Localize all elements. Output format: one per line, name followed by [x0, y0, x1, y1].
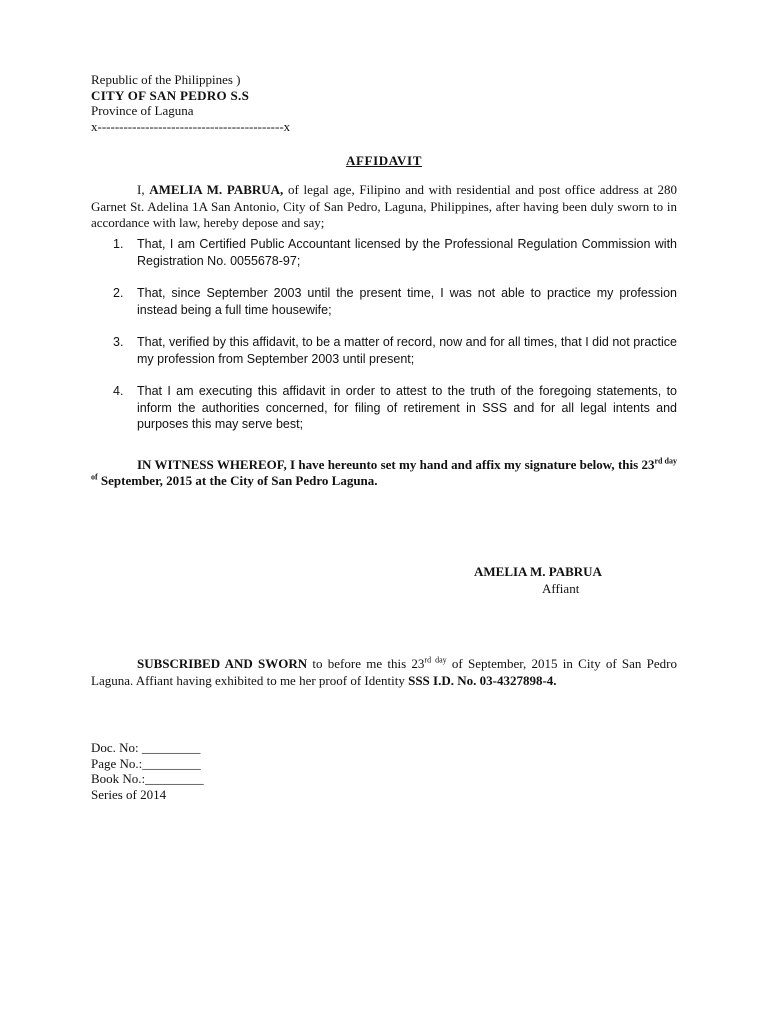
jurat-heading: SUBSCRIBED AND SWORN [137, 656, 308, 671]
header-republic: Republic of the Philippines ) [91, 72, 241, 87]
statement-list [109, 236, 677, 449]
statement-item [109, 334, 677, 367]
jurat-text-1: to before me this 23 [307, 656, 425, 671]
notary-page-no: Page No.:_________ [91, 755, 201, 771]
notary-series: Series of 2014 [91, 786, 167, 802]
statement-text: That, I am Certified Public Accountant licensed by the Professional Regulation Commission with Registration No. 0055678-97; [137, 237, 677, 268]
statement-item [109, 285, 677, 318]
notary-details [91, 740, 204, 802]
statement-item [109, 236, 677, 269]
witness-paragraph [91, 457, 677, 489]
signature-label: Affiant [542, 581, 580, 596]
jurat-id-number: SSS I.D. No. 03-4327898-4. [408, 673, 557, 688]
witness-ordinal: rd day of [91, 456, 677, 482]
signature-name: AMELIA M. PABRUA [474, 564, 602, 579]
document-header [91, 72, 290, 134]
witness-text-1: IN WITNESS WHEREOF, I have hereunto set my hand and affix my signature below, this 23 [137, 457, 655, 472]
document-title: AFFIDAVIT [346, 153, 422, 168]
notary-book-no: Book No.:_________ [91, 771, 204, 786]
affiant-name-inline: AMELIA M. PABRUA, [149, 182, 284, 197]
statement-number: 2. [113, 286, 124, 300]
intro-paragraph [91, 182, 677, 232]
jurat-text-2: of September, 2015 in City of San Pedro Laguna. Affiant having exhibited to me her proof of Identity [91, 656, 677, 688]
intro-prefix: I, [137, 182, 150, 197]
header-province: Province of Laguna [91, 103, 194, 118]
statement-text: That, verified by this affidavit, to be a matter of record, now and for all times, that I did not practice my profession from September 2003 until present; [137, 335, 677, 366]
statement-text: That, since September 2003 until the present time, I was not able to practice my profession instead being a full time housewife; [137, 286, 677, 317]
statement-number: 4. [113, 384, 124, 398]
jurat-paragraph [91, 655, 677, 689]
statement-number: 1. [113, 237, 124, 251]
statement-text: That I am executing this affidavit in order to attest to the truth of the foregoing statements, to inform the authorities concerned, for filing of retirement in SSS and for all legal intents and purposes this may serve best; [137, 384, 677, 431]
intro-text: of legal age, Filipino and with residential and post office address at 280 Garnet St. Adelina 1A San Antonio, City of San Pedro, Laguna, Philippines, after having been duly sworn to in accordance with law, hereby depose and say; [91, 182, 677, 230]
witness-text-2: September, 2015 at the City of San Pedro Laguna. [97, 473, 378, 488]
statement-item [109, 383, 677, 433]
statement-number: 3. [113, 335, 124, 349]
jurat-ordinal: rd day [424, 655, 447, 665]
header-separator: x-------------------------------------------x [91, 118, 291, 134]
header-city: CITY OF SAN PEDRO S.S [91, 87, 250, 103]
notary-doc-no: Doc. No: _________ [91, 740, 201, 755]
